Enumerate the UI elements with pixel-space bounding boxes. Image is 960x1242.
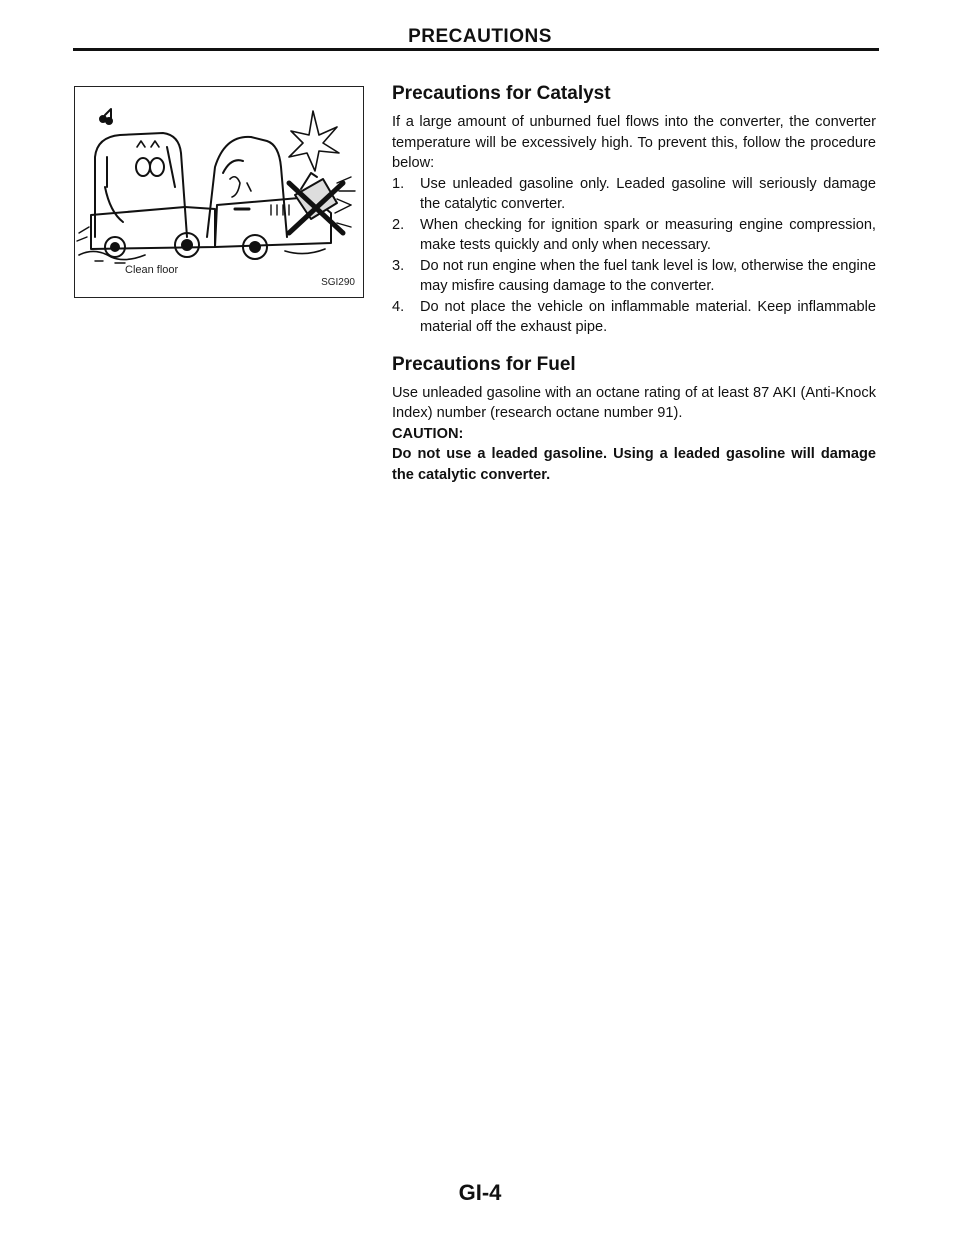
content-column xyxy=(392,82,876,485)
list-item xyxy=(392,256,876,297)
illustration-clean-floor xyxy=(74,86,364,298)
list-item xyxy=(392,174,876,215)
fuel-section xyxy=(392,353,876,486)
figure-caption: Clean floor xyxy=(125,264,179,276)
figure-code: SGI290 xyxy=(321,277,355,288)
list-item xyxy=(392,297,876,338)
caution-text: Do not use a leaded gasoline. Using a leaded gasoline will damage the catalytic converter. xyxy=(392,446,876,483)
catalyst-heading: Precautions for Catalyst xyxy=(392,83,611,104)
catalyst-intro: If a large amount of unburned fuel flows into the converter, the converter temperature will be excessively high. To prevent this, follow the procedure below: xyxy=(392,114,876,171)
page-number: GI-4 xyxy=(458,1180,502,1205)
step-text: Use unleaded gasoline only. Leaded gasoline will seriously damage the catalytic converter. xyxy=(420,175,876,212)
step-text: Do not run engine when the fuel tank level is low, otherwise the engine may misfire causing damage to the converter. xyxy=(420,257,876,294)
fuel-text: Use unleaded gasoline with an octane rating of at least 87 AKI (Anti-Knock Index) number (research octane number 91). xyxy=(392,384,876,421)
list-item xyxy=(392,215,876,256)
page-header-title: PRECAUTIONS xyxy=(408,26,552,47)
step-text: Do not place the vehicle on inflammable material. Keep inflammable material off the exhaust pipe. xyxy=(420,298,876,335)
caution-label: CAUTION: xyxy=(392,425,464,442)
cartoon-cars-illustration xyxy=(75,87,363,297)
step-number: 3. xyxy=(392,257,405,274)
step-number: 4. xyxy=(392,298,405,315)
step-text: When checking for ignition spark or measuring engine compression, make tests quickly and only when necessary. xyxy=(420,216,876,253)
fuel-heading: Precautions for Fuel xyxy=(392,353,576,375)
catalyst-steps-list xyxy=(392,174,876,338)
step-number: 1. xyxy=(392,175,405,192)
step-number: 2. xyxy=(392,216,405,233)
header-rule xyxy=(73,48,879,51)
